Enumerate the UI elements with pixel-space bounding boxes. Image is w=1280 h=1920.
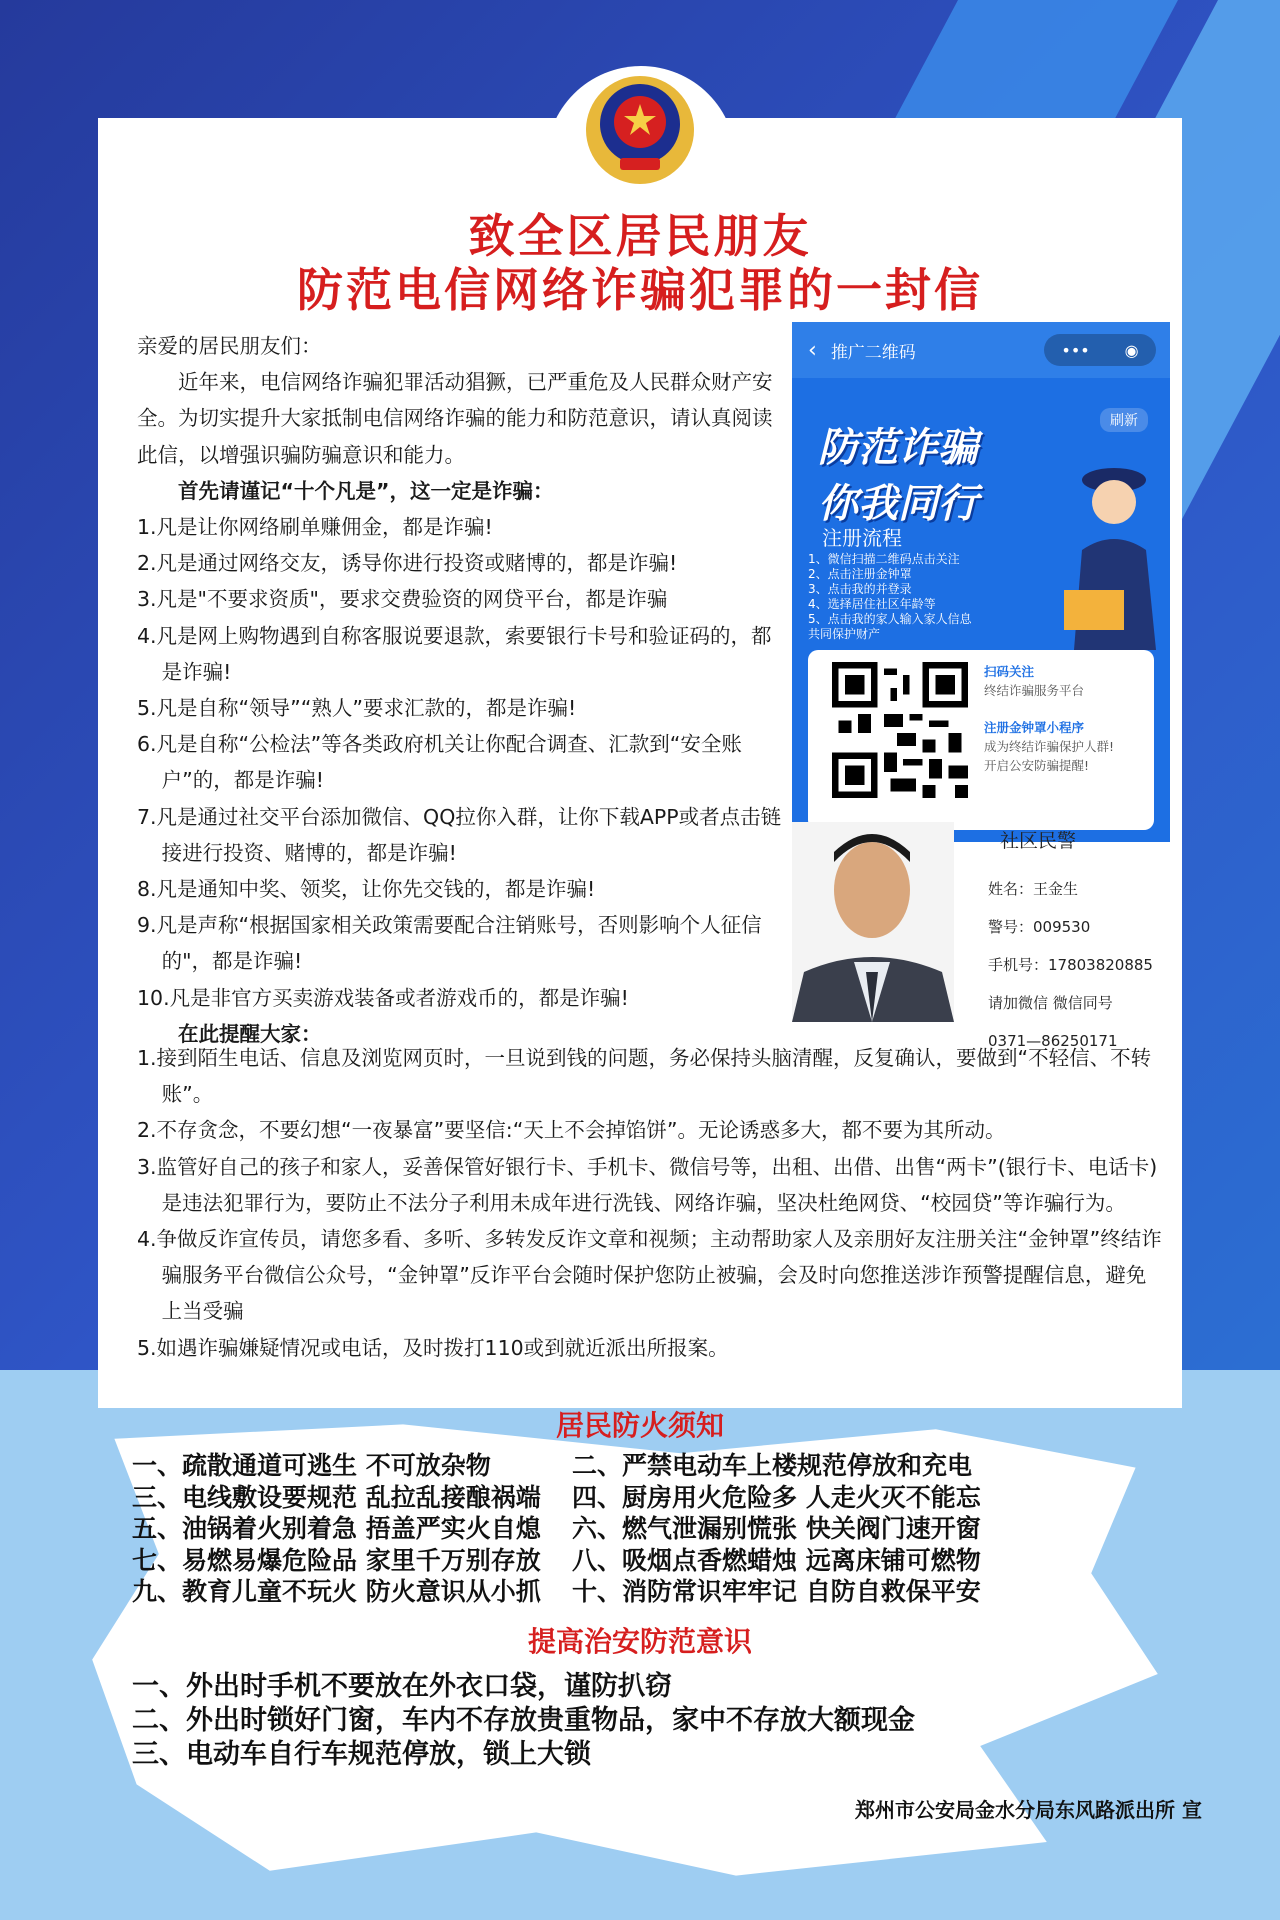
- list-item: 2.凡是通过网络交友，诱导你进行投资或赌博的，都是诈骗!: [137, 551, 678, 576]
- list-item: 1.凡是让你网络刷单赚佣金，都是诈骗!: [137, 515, 493, 540]
- fire-rule: 四、厨房用火危险多 人走火灭不能忘: [572, 1482, 981, 1512]
- scan-sub: 终结诈骗服务平台: [984, 683, 1085, 698]
- fire-rule: 十、消防常识牢牢记 自防自救保平安: [572, 1577, 981, 1606]
- reminder-item: 4.争做反诈宣传员，请您多看、多听、多转发反诈文章和视频；主动帮助家人及亲朋好友注册关注“金钟罩”终结诈骗服务平台微信公众号，“金钟罩”反诈平台会随时保护您防止被骗，会及时向您推送涉诈预警提醒信息，避免上当受骗: [137, 1227, 1162, 1324]
- chevron-left-icon[interactable]: ‹: [808, 337, 817, 363]
- police-mobile: 手机号：17803820885: [988, 956, 1153, 974]
- reminder-item: 3.监管好自己的孩子和家人，妥善保管好银行卡、手机卡、微信号等，出租、出借、出售“两卡”(银行卡、电话卡)是违法犯罪行为，要防止不法分子利用未成年进行洗钱、网络诈骗，坚决杜绝网贷、“校园贷”等诈骗行为。: [137, 1154, 1158, 1215]
- reminders: [137, 1040, 1162, 1366]
- reg-process-title: 注册流程: [822, 526, 902, 550]
- fire-row: [132, 1482, 1172, 1514]
- greeting: 亲爱的居民朋友们：: [137, 334, 322, 358]
- fire-rules: [132, 1450, 1172, 1608]
- close-icon[interactable]: ◉: [1124, 340, 1139, 360]
- reminder-item: 2.不存贪念，不要幻想“一夜暴富”要坚信:“天上不会掉馅饼”。无论诱惑多大，都不要为其所动。: [137, 1118, 1006, 1143]
- step-item: 5、点击我的家人输入家人信息: [808, 612, 972, 626]
- police-badge: 警号：009530: [988, 918, 1091, 936]
- list-item: 10.凡是非官方买卖游戏装备或者游戏币的，都是诈骗!: [137, 985, 629, 1010]
- security-items: [132, 1670, 1172, 1772]
- fire-rule: 三、电线敷设要规范 乱拉乱接酿祸端: [132, 1482, 541, 1512]
- police-label: 社区民警: [1000, 830, 1077, 852]
- fire-rule: 九、教育儿童不玩火 防火意识从小抓: [132, 1577, 541, 1606]
- step-item: 2、点击注册金钟罩: [808, 567, 912, 581]
- security-item: 三、电动车自行车规范停放，锁上大锁: [132, 1739, 591, 1770]
- reg-heading: 注册金钟罩小程序: [984, 720, 1085, 735]
- fire-row: [132, 1513, 1172, 1545]
- fire-row: [132, 1545, 1172, 1577]
- ten-heading: 首先请谨记“十个凡是”，这一定是诈骗：: [178, 478, 554, 503]
- letter-body: [137, 328, 787, 1052]
- list-item: 3.凡是"不要求资质"，要求交费验资的网贷平台，都是诈骗: [137, 587, 668, 612]
- list-item: 9.凡是声称“根据国家相关政策需要配合注销账号，否则影响个人征信的"，都是诈骗!: [137, 913, 762, 974]
- police-name: 姓名：王金生: [988, 880, 1079, 898]
- qr-info: [984, 662, 1144, 775]
- security-title: 提高治安防范意识: [527, 1625, 752, 1658]
- fire-rule: 二、严禁电动车上楼规范停放和充电: [572, 1451, 973, 1480]
- qr-code-icon[interactable]: [832, 662, 968, 798]
- police-tel: 0371—86250171: [988, 1032, 1118, 1050]
- intro-paragraph: 近年来，电信网络诈骗犯罪活动猖獗，已严重危及人民群众财产安全。为切实提升大家抵制电信网络诈骗的能力和防范意识，请认真阅读此信，以增强识骗防骗意识和能力。: [137, 370, 773, 467]
- scan-heading: 扫码关注: [984, 664, 1035, 679]
- police-emblem-icon: [584, 74, 696, 186]
- nav-title: 推广二维码: [830, 342, 916, 363]
- footer-issuer: 郑州市公安局金水分局东风路派出所 宣: [855, 1798, 1202, 1822]
- fire-rule: 五、油锅着火别着急 捂盖严实火自熄: [132, 1514, 541, 1543]
- reminder-item: 5.如遇诈骗嫌疑情况或电话，及时拨打110或到就近派出所报案。: [137, 1335, 729, 1360]
- list-item: 7.凡是通过社交平台添加微信、QQ拉你入群，让你下载APP或者点击链接进行投资、赌博的，都是诈骗!: [137, 804, 782, 865]
- fire-rule: 七、易燃易爆危险品 家里千万别存放: [132, 1545, 541, 1575]
- step-item: 1、微信扫描二维码点击关注: [808, 552, 960, 566]
- remind-heading: 在此提醒大家：: [178, 1021, 322, 1046]
- fire-rule: 一、疏散通道可逃生 不可放杂物: [132, 1451, 491, 1480]
- list-item: 5.凡是自称“领导”“熟人”要求汇款的，都是诈骗!: [137, 696, 577, 721]
- title-line2: 防范电信网络诈骗犯罪的一封信: [297, 263, 983, 317]
- step-item: 3、点击我的并登录: [808, 582, 912, 596]
- mini-program-screenshot: [792, 322, 1170, 842]
- police-wechat: 请加微信 微信同号: [988, 994, 1113, 1012]
- fire-rule: 八、吸烟点香燃蜡烛 远离床铺可燃物: [572, 1545, 981, 1575]
- fire-row: [132, 1576, 1172, 1608]
- reminder-item: 1.接到陌生电话、信息及浏览网页时，一旦说到钱的问题，务必保持头脑清醒，反复确认，要做到“不轻信、不转账”。: [137, 1046, 1152, 1107]
- step-item: 共同保护财产: [808, 627, 881, 641]
- reg-sub2: 开启公安防骗提醒!: [984, 758, 1090, 773]
- fire-rule: 六、燃气泄漏别慌张 快关阀门速开窗: [572, 1514, 981, 1543]
- qr-card: [808, 650, 1154, 830]
- fire-title: 居民防火须知: [555, 1409, 724, 1442]
- security-item: 一、外出时手机不要放在外衣口袋，谨防扒窃: [132, 1671, 672, 1702]
- reg-sub1: 成为终结诈骗保护人群!: [984, 739, 1115, 754]
- security-item: 二、外出时锁好门窗，车内不存放贵重物品，家中不存放大额现金: [132, 1705, 915, 1736]
- more-icon[interactable]: •••: [1061, 340, 1090, 360]
- title-line1: 致全区居民朋友: [468, 209, 812, 263]
- officer-portrait-icon: [792, 822, 954, 1022]
- fire-row: [132, 1450, 1172, 1482]
- officer-photo: [792, 822, 954, 1022]
- officer-illustration-icon: [1054, 440, 1164, 650]
- list-item: 6.凡是自称“公检法”等各类政府机关让你配合调查、汇款到“安全账户”的，都是诈骗!: [137, 732, 742, 793]
- promo-line1: 防范诈骗: [818, 425, 978, 471]
- police-info: [988, 870, 1153, 1060]
- capsule-menu[interactable]: [1044, 334, 1156, 366]
- list-item: 4.凡是网上购物遇到自称客服说要退款，索要银行卡号和验证码的，都是诈骗!: [137, 623, 772, 684]
- promo-line2: 你我同行: [818, 481, 978, 527]
- reg-steps: [808, 552, 1028, 642]
- list-item: 8.凡是通知中奖、领奖，让你先交钱的，都是诈骗!: [137, 877, 596, 902]
- refresh-button[interactable]: 刷新: [1100, 408, 1148, 432]
- step-item: 4、选择居住社区年龄等: [808, 597, 936, 611]
